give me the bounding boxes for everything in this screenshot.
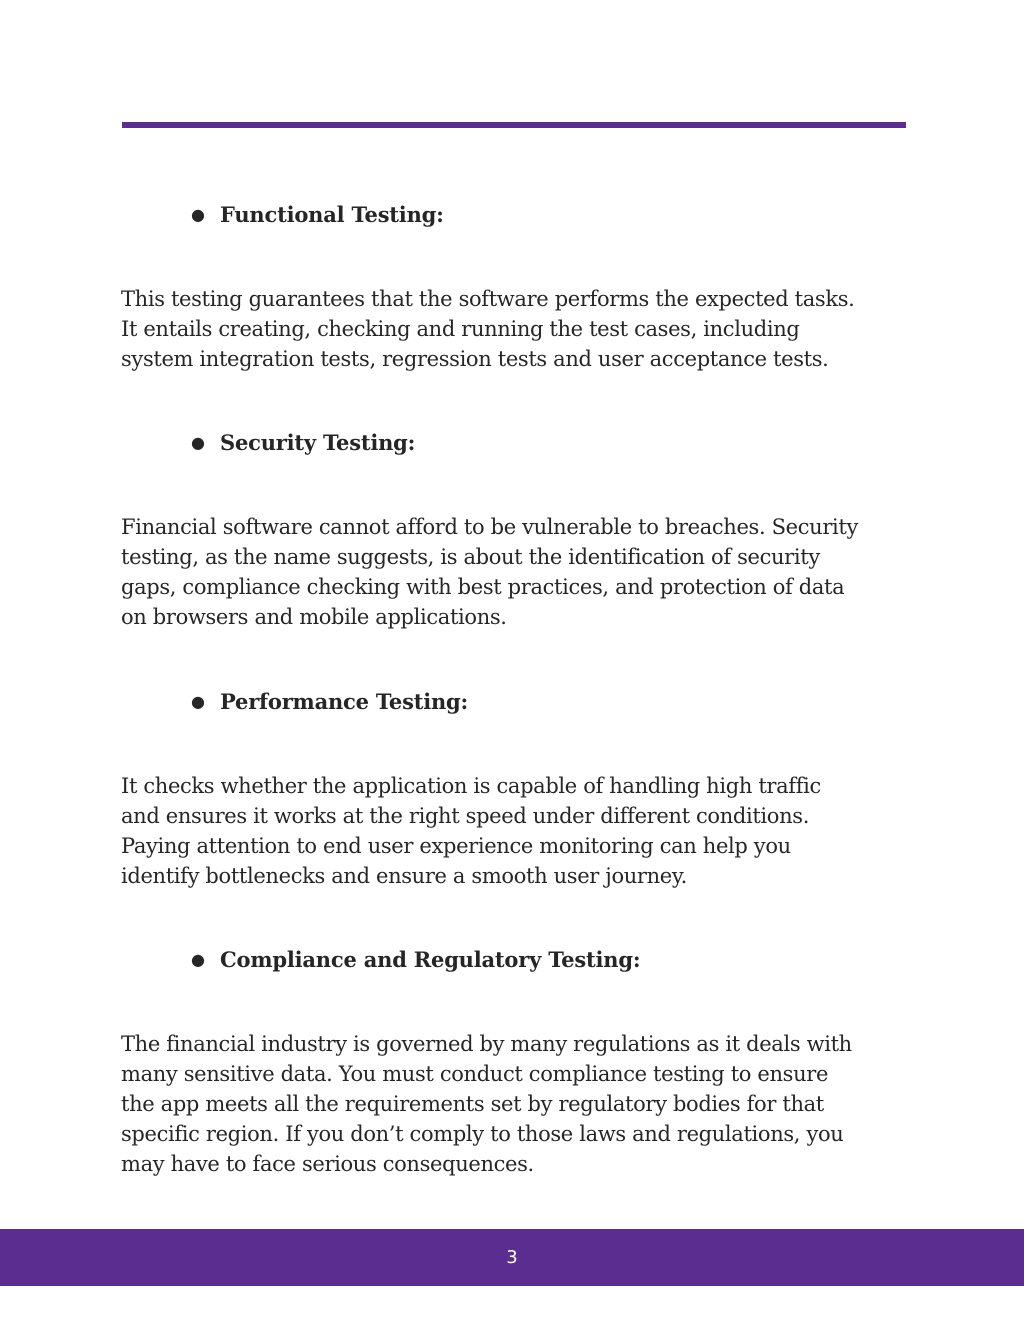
paragraph-line: identify bottlenecks and ensure a smooth user journey. <box>121 864 687 888</box>
section-paragraph-compliance <box>121 1029 911 1179</box>
section-paragraph-security <box>121 512 911 632</box>
section-heading-text: Performance Testing: <box>220 689 469 714</box>
section-paragraph-performance <box>121 771 911 891</box>
section-heading-text: Security Testing: <box>220 430 416 455</box>
section-heading-text: Functional Testing: <box>220 202 444 227</box>
paragraph-line: The financial industry is governed by many regulations as it deals with <box>121 1032 852 1056</box>
section-heading-text: Compliance and Regulatory Testing: <box>220 947 641 972</box>
paragraph-line: system integration tests, regression tests and user acceptance tests. <box>121 347 829 371</box>
paragraph-line: many sensitive data. You must conduct compliance testing to ensure <box>121 1062 829 1086</box>
paragraph-line: specific region. If you don’t comply to those laws and regulations, you <box>121 1122 844 1146</box>
section-paragraph-functional <box>121 284 911 374</box>
paragraph-line: on browsers and mobile applications. <box>121 605 507 629</box>
paragraph-line: This testing guarantees that the software performs the expected tasks. <box>121 287 855 311</box>
paragraph-line: It checks whether the application is capable of handling high traffic <box>121 774 821 798</box>
paragraph-line: Financial software cannot afford to be vulnerable to breaches. Security <box>121 515 858 539</box>
paragraph-line: the app meets all the requirements set by regulatory bodies for that <box>121 1092 824 1116</box>
bullet-icon: ● <box>191 205 205 224</box>
footer-bar <box>0 1229 1024 1286</box>
bullet-icon: ● <box>191 692 205 711</box>
paragraph-line: It entails creating, checking and running the test cases, including <box>121 317 800 341</box>
paragraph-line: gaps, compliance checking with best practices, and protection of data <box>121 575 845 599</box>
paragraph-line: Paying attention to end user experience monitoring can help you <box>121 834 791 858</box>
paragraph-line: and ensures it works at the right speed under different conditions. <box>121 804 810 828</box>
page-number: 3 <box>506 1247 518 1268</box>
bullet-icon: ● <box>191 950 205 969</box>
bullet-icon: ● <box>191 433 205 452</box>
paragraph-line: testing, as the name suggests, is about the identification of security <box>121 545 820 569</box>
paragraph-line: may have to face serious consequences. <box>121 1152 534 1176</box>
top-divider <box>122 122 906 128</box>
